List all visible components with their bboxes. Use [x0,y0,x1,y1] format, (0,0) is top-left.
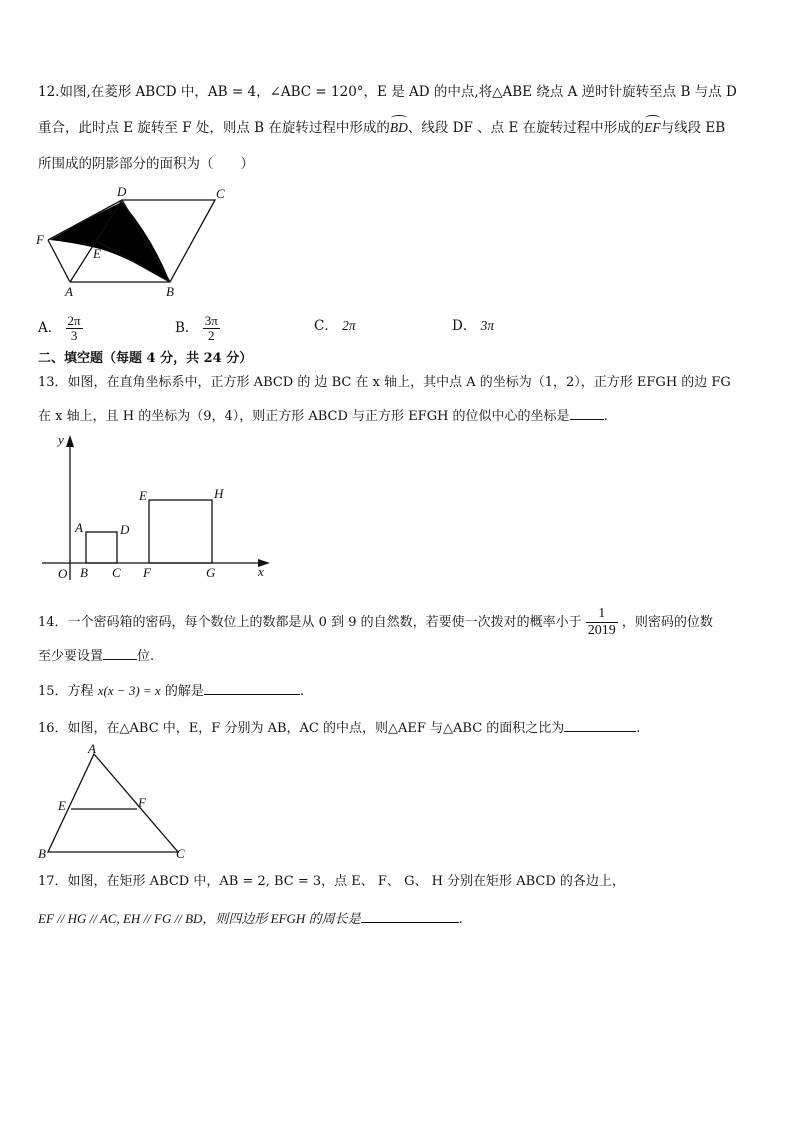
q17-answer-blank[interactable] [361,908,459,923]
q15-answer-blank[interactable] [204,680,300,695]
label-b: B [38,846,46,861]
q12-line1: 12.如图,在菱形 ABCD 中，AB = 4，∠ABC = 120°，E 是 AD 的中点,将△ABE 绕点 A 逆时针旋转至点 B 与点 D [38,84,737,100]
option-d-letter: D． [452,318,477,334]
q13-line1: 13．如图，在直角坐标系中，正方形 ABCD 的 边 BC 在 x 轴上，其中点 A 的坐标为（1，2），正方形 EFGH 的边 FG [38,375,731,390]
q12-line2-text-c: 与线段 EB [660,120,726,136]
q12-line2-text-a: 重合，此时点 E 旋转至 F 处，则点 B 在旋转过程中形成的 [38,120,390,136]
label-f: F [143,565,151,580]
label-a: A [75,520,83,535]
q14-answer-blank[interactable] [103,645,137,660]
label-h: H [214,486,224,501]
q16-triangle-figure [30,742,200,864]
section-heading: 二、填空题（每题 4 分，共 24 分） [38,351,253,366]
q12-line2-text-b: 、线段 DF 、点 E 在旋转过程中形成的 [407,120,645,136]
q16-text: 16．如图，在△ABC 中，E，F 分别为 AB，AC 的中点，则△AEF 与△ABC 的面积之比为 [38,721,565,736]
q15-text-end: . [299,684,304,699]
q14-text-b: ，则密码的位数 [621,615,713,630]
q13-answer-blank[interactable] [570,405,604,420]
q14-text-c: 至少要设置 [38,649,104,664]
q16-triangle-abc [48,754,178,852]
label-e: E [58,798,66,813]
q13-coordinate-figure [38,430,278,585]
q12-rhombus-figure [30,182,240,300]
q12-line2 [38,118,725,138]
label-a: A [65,284,73,299]
arc-bd-label: BD [390,118,408,138]
label-e: E [93,246,101,261]
label-c: C [216,186,225,201]
label-b: B [80,565,88,580]
option-b[interactable] [175,314,220,343]
q14-text-d: 位. [137,649,155,664]
q15-line [38,680,304,702]
q14-line1 [38,606,713,639]
option-b-num: 3π [204,313,218,328]
q13-square-abcd [86,532,117,563]
option-c[interactable] [314,316,356,336]
q14-text-a: 14．一个密码箱的密码，每个数位上的数都是从 0 到 9 的自然数，若要使一次拨对的概率小于 [38,615,582,630]
q14-fraction [586,606,618,639]
q12-segment-af [48,240,70,282]
q17-line1: 17．如图，在矩形 ABCD 中，AB = 2, BC = 3，点 E、 F、 G、 H 分别在矩形 ABCD 的各边上， [38,874,625,889]
q14-frac-den: 2019 [587,623,616,638]
q13-line2 [38,405,608,427]
q12-line3: 所围成的阴影部分的面积为（ ） [38,156,254,172]
q17-line2 [38,908,463,930]
q13-line2-text: 在 x 轴上，且 H 的坐标为（9，4），则正方形 ABCD 与正方形 EFGH 的位似中心的坐标是 [38,409,570,424]
label-e: E [139,488,147,503]
label-c: C [176,846,185,861]
q16-text-end: . [636,721,641,736]
q12-shaded-region [50,202,170,282]
arc-ef-label: EF [644,118,661,138]
option-a-letter: A． [38,320,62,336]
q16-answer-blank[interactable] [564,717,636,732]
label-x: x [258,564,264,579]
option-b-fraction [203,314,220,343]
label-d: D [120,522,130,537]
label-o: O [58,566,68,581]
label-f: F [36,232,44,247]
label-f: F [138,795,146,810]
q17-text-a: EF // HG // AC, EH // FG // BD，则四边形 EFGH 的周长是 [38,911,361,926]
q15-text-a: 15．方程 [38,684,94,699]
label-a: A [88,742,96,756]
option-a-fraction [66,314,83,343]
option-b-letter: B． [175,320,199,336]
q14-line2 [38,645,154,667]
q17-text-end: . [458,912,463,927]
option-b-den: 2 [208,328,215,343]
label-d: D [117,184,127,199]
option-c-value: 2π [342,318,356,333]
q13-line2-end: . [603,409,608,424]
label-c: C [112,565,121,580]
label-y: y [58,432,64,447]
q15-text-b: 的解是 [164,684,204,699]
option-c-letter: C． [314,318,338,334]
option-a-den: 3 [70,328,78,343]
label-g: G [206,565,216,580]
q13-square-efgh [149,500,212,563]
q15-equation: x(x − 3) = x [97,683,161,698]
option-d-value: 3π [480,318,495,333]
q14-frac-num: 1 [586,606,618,623]
q16-line [38,717,640,739]
label-b: B [166,284,174,299]
option-d[interactable] [452,316,494,336]
option-a[interactable] [38,314,83,343]
q13-y-axis-arrow [66,435,74,447]
option-a-num: 2π [67,313,81,328]
